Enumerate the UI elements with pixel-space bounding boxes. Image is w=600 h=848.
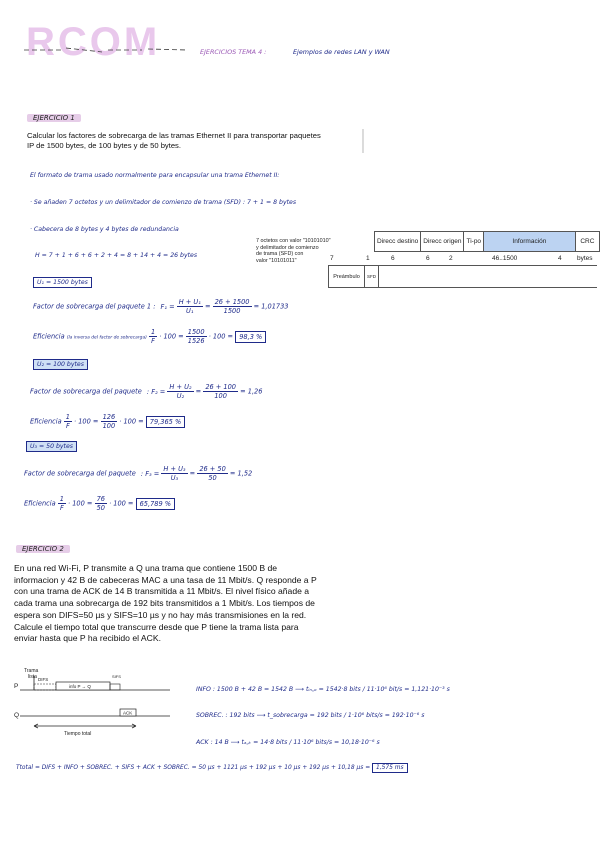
frac-den: 50: [96, 504, 105, 512]
ex1-intro: El formato de trama usado normalmente para encapsular una trama Ethernet II:: [30, 172, 280, 179]
frame-size: 6: [426, 255, 430, 262]
frame-note: [256, 238, 331, 264]
total-line: Ttotal = DIFS + INFO + SOBREC. + SIFS + ACK + SOBREC. = 50 µs + 1121 µs + 192 µs + 10 µs + 192 µs + 10,18 µs =: [16, 765, 371, 771]
ex2-statement: [14, 563, 317, 645]
lista-label: lista: [28, 674, 37, 680]
ex2-statement-line: En una red Wi-Fi, P transmite a Q una trama que contiene 1500 B de: [14, 563, 278, 573]
frame-cell-dest: Direcc destino: [375, 232, 421, 252]
ex1-statement-line: IP de 1500 bytes, de 100 bytes y de 50 bytes.: [27, 141, 181, 150]
info-label: info P → Q: [69, 684, 91, 689]
eff1-label: Eficiencia: [33, 332, 65, 341]
factor2-result: = 1,26: [240, 387, 263, 396]
ex1-bullet1: · Se añaden 7 octetos y un delimitador de comienzo de trama (SFD) : 7 + 1 = 8 bytes: [30, 199, 297, 206]
frac-num: 26 + 50: [199, 465, 226, 473]
frame-size: 2: [449, 255, 453, 262]
factor1-sym: F₁ =: [160, 302, 175, 311]
factor1-label: Factor de sobrecarga del paquete 1 :: [33, 302, 156, 311]
sifs-label: SIFS: [112, 674, 121, 679]
factor1-frac: [177, 298, 203, 315]
frac-num: 26 + 100: [205, 383, 237, 391]
frac-num: 126: [102, 413, 116, 421]
eff1-note: (la inversa del factor de sobrecarga): [66, 335, 147, 341]
subject-title: Ejemplos de redes LAN y WAN: [293, 48, 390, 56]
ex2-statement-line: enviar hasta que P ha recibido el ACK.: [14, 633, 161, 644]
total-label: Tiempo total: [64, 731, 92, 737]
eff3-row: [24, 495, 175, 512]
subject-prefix: EJERCICIOS TEMA 4 :: [200, 48, 267, 56]
frame-cell-tipo: Ti-po: [464, 232, 484, 252]
frame-size: 46..1500: [492, 255, 518, 262]
eff2-mid: · 100 =: [74, 417, 99, 426]
frac-num: 1: [150, 328, 156, 336]
factor1-frac-values: [213, 298, 252, 315]
factor1-result: = 1,01733: [253, 302, 289, 311]
ex2-statement-line: cada trama una sobrecarga de 192 bits transmitidos a 1 Mbit/s. Los tiempos de: [14, 598, 315, 609]
frac-num: 1500: [187, 328, 205, 336]
factor2-row: [30, 383, 262, 400]
factor3-label: Factor de sobrecarga del paquete: [24, 469, 136, 478]
frame-note-line: de trama (SFD) con: [256, 251, 304, 257]
statement-border: [25, 128, 365, 154]
frame-note-line: 7 octetos con valor "10101010": [256, 238, 331, 244]
equals: =: [195, 387, 202, 396]
factor3-result: = 1,52: [229, 469, 253, 478]
frame-cell-info: Información: [484, 232, 576, 252]
difs-label: DIFS: [38, 677, 49, 682]
factor2-frac: [167, 383, 193, 400]
frac-den: U₁: [186, 307, 194, 315]
p-label: P: [14, 683, 19, 690]
eff3-frac-values: [95, 495, 107, 512]
frac-num: 1: [59, 495, 64, 503]
frac-num: 26 + 1500: [214, 298, 250, 306]
factor2-frac-values: [203, 383, 238, 400]
ack-line: ACK : 14 B ⟶ tₐ꜀ₖ = 14·8 bits / 11·10⁶ bits/s = 10,18·10⁻⁶ s: [196, 739, 380, 746]
frac-num: 1: [65, 413, 70, 421]
eff1-frac: [149, 328, 157, 345]
wifi-timeline-diagram: [14, 664, 174, 740]
factor1-row: [33, 298, 289, 315]
sifs-segment: [110, 684, 120, 690]
eff3-result: 65,789 %: [136, 498, 175, 510]
frac-den: 1526: [187, 337, 205, 345]
eff1-frac-values: [186, 328, 207, 345]
ex1-bullet2: · Cabecera de 8 bytes y 4 bytes de redundancia: [30, 226, 179, 233]
info-line: INFO : 1500 B + 42 B = 1542 B ⟶ tᵢₙ꜀ₒ = 1542·8 bits / 11·10⁶ bit/s = 1,121·10⁻³ s: [196, 686, 450, 693]
eff3-tail: · 100 =: [109, 499, 134, 508]
frame-note-line: y delimitador de comienzo: [256, 244, 319, 251]
total-row: [16, 765, 408, 771]
frac-num: H + U₃: [163, 465, 186, 473]
frac-den: U₂: [176, 392, 185, 400]
factor2-label: Factor de sobrecarga del paquete: [30, 387, 142, 396]
equals: =: [189, 469, 196, 478]
eff2-label: Eficiencia: [30, 417, 62, 426]
preamble-cell: Preámbulo: [329, 266, 365, 288]
frame-blank-cell: [379, 266, 597, 288]
eff1-row: [33, 328, 266, 345]
eff2-frac-values: [101, 413, 118, 430]
frac-den: F: [59, 504, 64, 512]
q-label: Q: [14, 712, 20, 719]
eff3-mid: · 100 =: [68, 499, 93, 508]
ex1-statement-line: Calcular los factores de sobrecarga de las tramas Ethernet II para transportar paquetes: [27, 131, 321, 140]
frac-num: H + U₁: [178, 298, 201, 306]
frac-den: U₃: [170, 474, 179, 482]
u2-box: U₂ = 100 bytes: [33, 359, 88, 370]
total-result: 1,575 ms: [372, 763, 408, 773]
sobrec-line: SOBREC. : 192 bits ⟶ t_sobrecarga = 192 bits / 1·10⁶ bits/s = 192·10⁻⁶ s: [196, 712, 425, 719]
trama-label: Trama: [24, 668, 39, 674]
ex1-label: EJERCICIO 1: [27, 114, 81, 122]
h-formula: H = 7 + 1 + 6 + 6 + 2 + 4 = 8 + 14 + 4 = 26 bytes: [35, 252, 198, 259]
factor2-sym: : F₂ =: [146, 387, 166, 396]
preamble-table: [328, 265, 597, 288]
eff2-result: 79,365 %: [146, 416, 185, 428]
u3-box: U₃ = 50 bytes: [26, 441, 77, 452]
frac-den: 1500: [223, 307, 241, 315]
eff2-row: [30, 413, 185, 430]
frame-size: bytes: [577, 255, 593, 262]
ex2-statement-line: Calcule el tiempo total que transcurre desde que P tiene la trama lista para: [14, 621, 299, 632]
frame-size: 6: [391, 255, 395, 262]
eff3-label: Eficiencia: [24, 499, 56, 508]
frac-den: F: [151, 337, 155, 345]
eff1-result: 98,3 %: [235, 331, 266, 343]
u1-box: U₁ = 1500 bytes: [33, 277, 92, 288]
ex2-label: EJERCICIO 2: [16, 545, 70, 553]
frame-size: 7: [330, 255, 334, 262]
eff1-tail: · 100 =: [208, 332, 234, 341]
difs-segment: [34, 684, 56, 690]
ack-label: ACK: [123, 710, 133, 716]
ex2-statement-line: con una trama de ACK de 14 B transmitida a 11 Mbit/s. El nivel físico añade a: [14, 586, 310, 597]
frame-size: 1: [366, 255, 370, 262]
ex2-statement-line: informacion y 42 B de cabeceras MAC a una tasa de 11 Mbit/s. Q responde a P: [14, 574, 317, 585]
frac-den: 100: [102, 422, 116, 430]
frac-den: 50: [208, 474, 217, 482]
factor3-frac-values: [197, 465, 228, 482]
eff2-frac: [64, 413, 72, 430]
sfd-cell: SFD: [365, 266, 379, 288]
eff3-frac: [58, 495, 66, 512]
header-dashed-line: [22, 44, 192, 56]
eff2-tail: · 100 =: [119, 417, 144, 426]
frac-den: F: [65, 422, 70, 430]
factor3-sym: : F₃ =: [140, 469, 160, 478]
ethernet-frame-table: [374, 231, 600, 252]
logo: RCOM: [26, 20, 161, 64]
frame-size: 4: [558, 255, 562, 262]
factor3-frac: [161, 465, 187, 482]
frac-num: H + U₂: [169, 383, 192, 391]
ex2-statement-line: espera son DIFS=50 µs y SIFS=10 µs y no hay más transmisiones en la red.: [14, 609, 307, 620]
equals: =: [204, 302, 211, 311]
frame-cell-crc: CRC: [575, 232, 599, 252]
frame-note-line: valor "10101011": [256, 257, 297, 264]
frame-cell-orig: Direcc origen: [421, 232, 464, 252]
frac-den: 100: [214, 392, 227, 400]
frac-num: 76: [96, 495, 105, 503]
eff1-mid: · 100 =: [159, 332, 184, 341]
factor3-row: [24, 465, 252, 482]
